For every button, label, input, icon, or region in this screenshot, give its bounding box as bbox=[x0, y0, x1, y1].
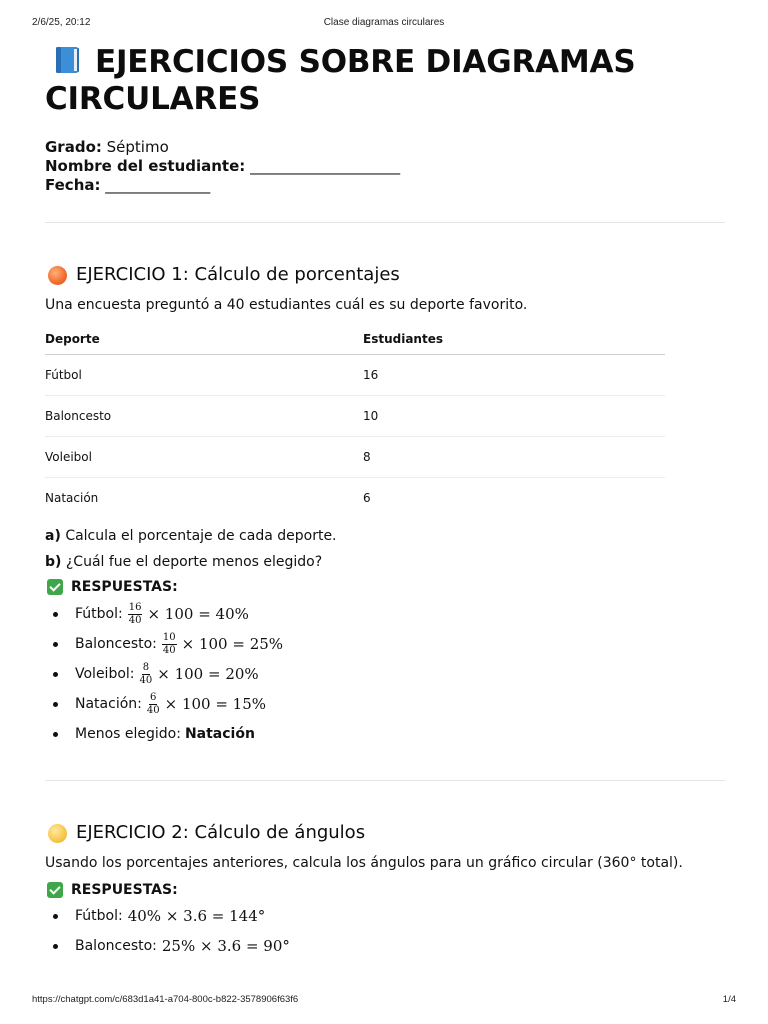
list-item bbox=[45, 931, 725, 961]
grade-row bbox=[45, 138, 725, 157]
exercise-1-title bbox=[45, 263, 725, 287]
check-mark-icon bbox=[47, 579, 63, 595]
table-header-students: Estudiantes bbox=[363, 324, 665, 355]
answer-label: Voleibol: bbox=[75, 666, 135, 682]
fraction-numerator: 16 bbox=[128, 601, 142, 613]
fraction-denominator: 40 bbox=[128, 614, 142, 626]
question-a-label: a) bbox=[45, 528, 61, 544]
fraction-denominator: 40 bbox=[162, 644, 176, 656]
divider bbox=[45, 780, 725, 781]
divider bbox=[45, 222, 725, 223]
document-content bbox=[45, 44, 725, 961]
blue-book-icon bbox=[53, 45, 83, 75]
student-name-blank: ____________________ bbox=[250, 157, 401, 175]
fraction-denominator: 40 bbox=[146, 704, 160, 716]
fraction-numerator: 8 bbox=[142, 661, 150, 673]
least-chosen-label: Menos elegido: bbox=[75, 726, 181, 742]
answer-label: Fútbol: bbox=[75, 908, 123, 924]
least-chosen-value: Natación bbox=[184, 726, 255, 742]
student-info bbox=[45, 138, 725, 195]
check-mark-icon bbox=[47, 882, 63, 898]
table-row bbox=[45, 478, 665, 519]
answers-2-title-text: RESPUESTAS: bbox=[71, 882, 178, 898]
fraction bbox=[128, 603, 143, 626]
fraction bbox=[147, 693, 160, 716]
date-label: Fecha: bbox=[45, 176, 101, 194]
answer-label: Baloncesto: bbox=[75, 636, 157, 652]
question-a bbox=[45, 526, 725, 546]
fraction-denominator: 40 bbox=[139, 674, 153, 686]
list-item bbox=[45, 599, 725, 629]
grade-value: Séptimo bbox=[106, 138, 169, 156]
table-cell-sport: Fútbol bbox=[45, 355, 363, 396]
answer-label: Fútbol: bbox=[75, 606, 123, 622]
fraction bbox=[162, 633, 177, 656]
answer-formula bbox=[162, 633, 283, 656]
answer-label: Baloncesto: bbox=[75, 938, 157, 954]
list-item bbox=[45, 629, 725, 659]
question-b-text: ¿Cuál fue el deporte menos elegido? bbox=[65, 554, 323, 570]
grade-label: Grado: bbox=[45, 138, 102, 156]
formula-rest: × 100 = 40% bbox=[147, 605, 249, 623]
table-cell-students: 8 bbox=[363, 437, 665, 478]
answer-formula bbox=[128, 603, 249, 626]
list-item bbox=[45, 689, 725, 719]
table-row bbox=[45, 437, 665, 478]
table-header-sport: Deporte bbox=[45, 324, 363, 355]
student-name-row bbox=[45, 157, 725, 176]
answers-2-title bbox=[45, 880, 725, 900]
answers-1-list bbox=[45, 599, 725, 749]
date-blank: ______________ bbox=[105, 176, 211, 194]
list-item bbox=[45, 901, 725, 931]
answer-formula bbox=[147, 693, 266, 716]
question-b-label: b) bbox=[45, 554, 62, 570]
sports-table bbox=[45, 324, 665, 518]
answers-1-title-text: RESPUESTAS: bbox=[71, 579, 178, 595]
page-title bbox=[45, 44, 725, 118]
print-date: 2/6/25, 20:12 bbox=[32, 17, 91, 28]
table-row bbox=[45, 396, 665, 437]
list-item bbox=[45, 659, 725, 689]
print-header bbox=[32, 17, 736, 31]
exercise-1-intro: Una encuesta preguntó a 40 estudiantes cuál es su deporte favorito. bbox=[45, 297, 528, 313]
print-title: Clase diagramas circulares bbox=[323, 17, 445, 28]
table-cell-sport: Voleibol bbox=[45, 437, 363, 478]
table-cell-students: 16 bbox=[363, 355, 665, 396]
exercise-1-title-text: EJERCICIO 1: Cálculo de porcentajes bbox=[76, 264, 400, 285]
question-b bbox=[45, 552, 725, 572]
table-row bbox=[45, 355, 665, 396]
answers-1-title bbox=[45, 577, 725, 597]
table-header-row bbox=[45, 324, 665, 355]
table-cell-sport: Baloncesto bbox=[45, 396, 363, 437]
answer-formula: 40% × 3.6 = 144° bbox=[127, 907, 266, 925]
exercise-2-title bbox=[45, 821, 725, 845]
answer-label: Natación: bbox=[75, 696, 142, 712]
table-cell-students: 6 bbox=[363, 491, 371, 505]
table-cell-students: 10 bbox=[363, 396, 665, 437]
fraction-numerator: 6 bbox=[150, 691, 157, 703]
page-title-text: EJERCICIOS SOBRE DIAGRAMAS CIRCULARES bbox=[45, 44, 636, 117]
fraction bbox=[140, 663, 153, 686]
formula-rest: × 100 = 20% bbox=[157, 665, 259, 683]
print-url: https://chatgpt.com/c/683d1a41-a704-800c-b822-3578906f63f6 bbox=[32, 994, 299, 1005]
answers-2-list bbox=[45, 901, 725, 961]
exercise-2-intro: Usando los porcentajes anteriores, calcula los ángulos para un gráfico circular (360° total). bbox=[45, 855, 683, 871]
fraction-numerator: 10 bbox=[162, 631, 176, 643]
list-item bbox=[45, 719, 725, 749]
page-number: 1/4 bbox=[722, 994, 736, 1005]
formula-rest: × 100 = 25% bbox=[181, 635, 284, 653]
answer-formula bbox=[140, 663, 259, 686]
question-a-text: Calcula el porcentaje de cada deporte. bbox=[65, 528, 337, 544]
yellow-circle-icon bbox=[48, 824, 67, 843]
answer-formula: 25% × 3.6 = 90° bbox=[161, 937, 290, 955]
orange-circle-icon bbox=[48, 266, 67, 285]
formula-rest: × 100 = 15% bbox=[164, 695, 267, 713]
student-name-label: Nombre del estudiante: bbox=[45, 157, 246, 175]
date-row bbox=[45, 176, 725, 195]
print-footer bbox=[32, 994, 736, 1008]
table-cell-sport: Natación bbox=[45, 491, 99, 505]
exercise-2-title-text: EJERCICIO 2: Cálculo de ángulos bbox=[76, 822, 366, 843]
